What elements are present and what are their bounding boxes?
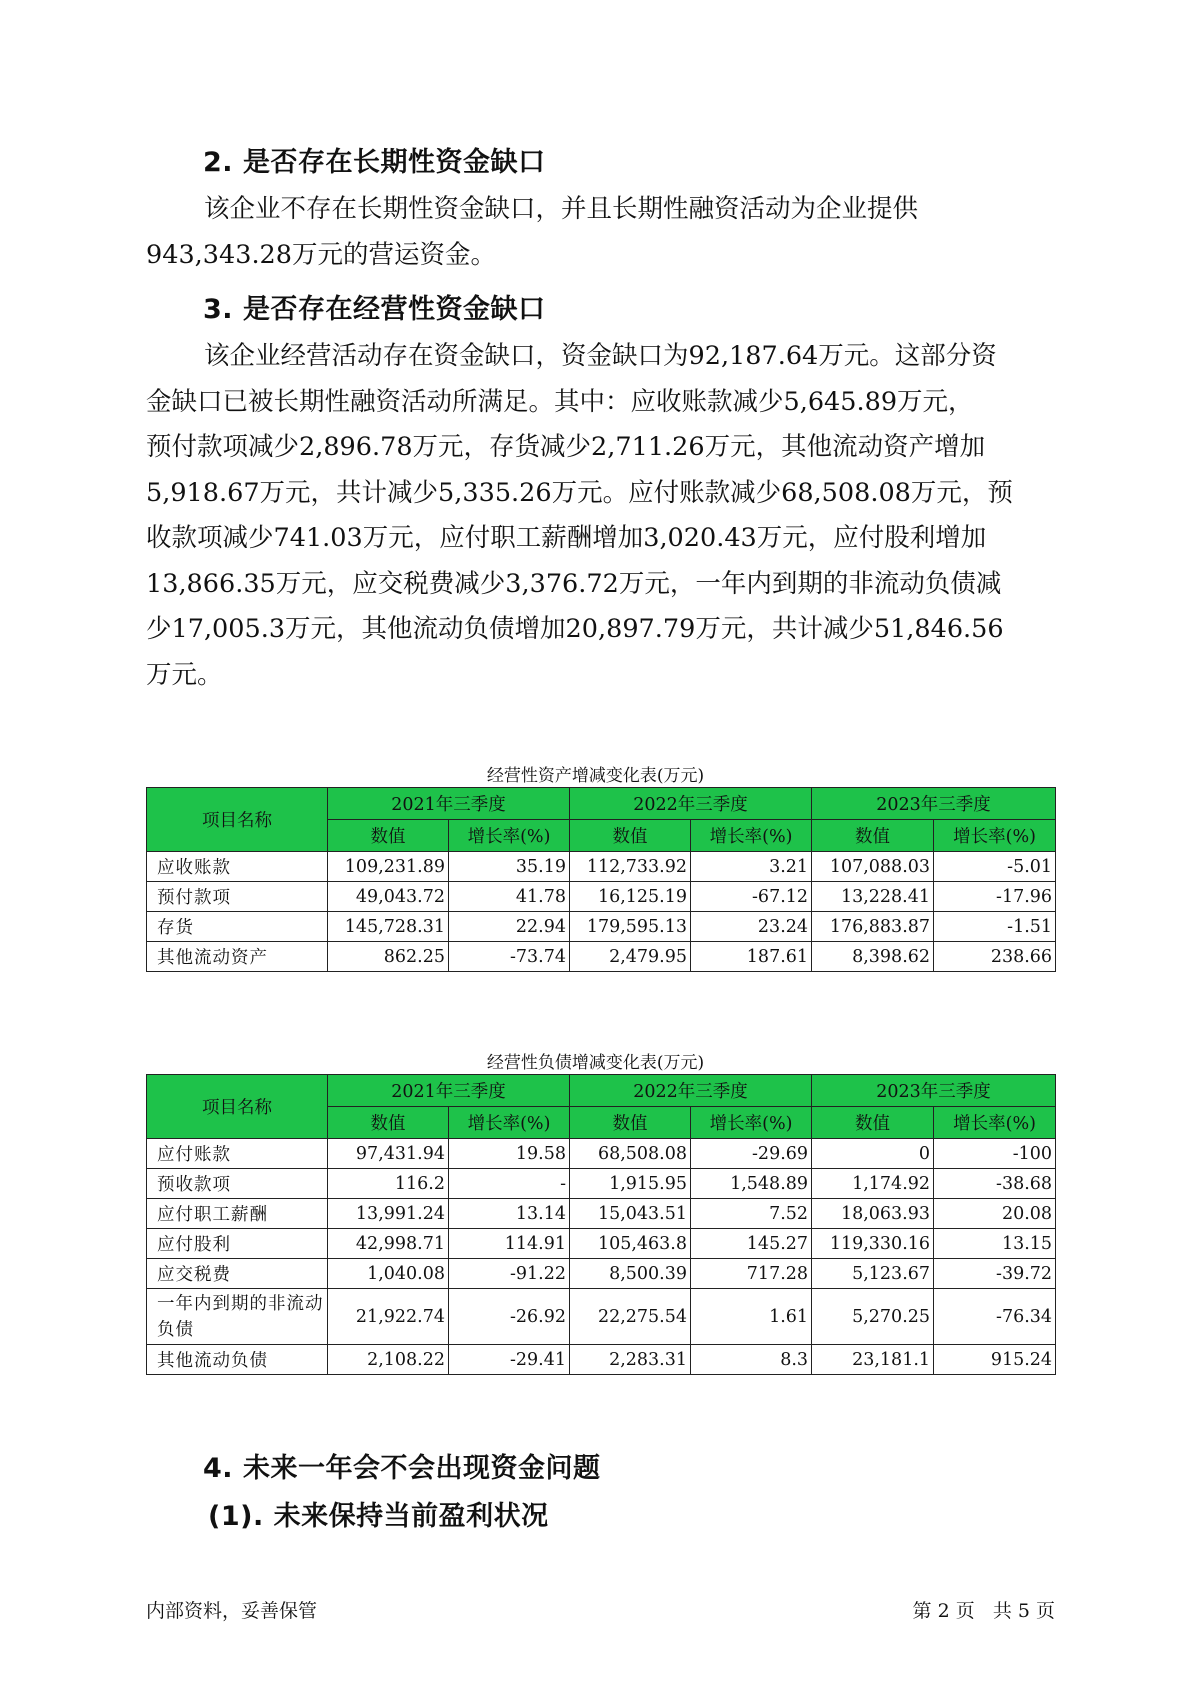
rate-cell: 8.3: [691, 1345, 812, 1375]
value-subheader: 数值: [812, 820, 934, 852]
rate-subheader: 增长率(%): [934, 820, 1056, 852]
value-cell: 23,181.1: [812, 1345, 934, 1375]
value-subheader: 数值: [328, 820, 449, 852]
rate-cell: -73.74: [449, 942, 570, 972]
value-cell: 15,043.51: [570, 1199, 691, 1229]
rate-cell: -67.12: [691, 882, 812, 912]
rate-cell: 717.28: [691, 1259, 812, 1289]
value-cell: 2,283.31: [570, 1345, 691, 1375]
value-cell: 68,508.08: [570, 1139, 691, 1169]
period-header: 2022年三季度: [570, 1075, 812, 1107]
paragraph-line: 少17,005.3万元，其他流动负债增加20,897.79万元，共计减少51,846.56: [146, 614, 1004, 644]
name-column-header: 项目名称: [147, 1075, 328, 1139]
table-1-caption: 经营性资产增减变化表(万元): [486, 766, 705, 786]
rate-cell: -17.96: [934, 882, 1056, 912]
rate-cell: -: [449, 1169, 570, 1199]
value-cell: 862.25: [328, 942, 449, 972]
rate-cell: 1,548.89: [691, 1169, 812, 1199]
paragraph-line: 5,918.67万元，共计减少5,335.26万元。应付账款减少68,508.08万元，预: [146, 477, 1013, 508]
rate-cell: 915.24: [934, 1345, 1056, 1375]
value-cell: 2,479.95: [570, 942, 691, 972]
rate-cell: -29.69: [691, 1139, 812, 1169]
value-cell: 22,275.54: [570, 1289, 691, 1345]
rate-cell: -39.72: [934, 1259, 1056, 1289]
value-cell: 18,063.93: [812, 1199, 934, 1229]
value-cell: 119,330.16: [812, 1229, 934, 1259]
value-cell: 107,088.03: [812, 852, 934, 882]
table-row: [147, 1259, 1056, 1289]
rate-cell: -26.92: [449, 1289, 570, 1345]
paragraph-line: 13,866.35万元，应交税费减少3,376.72万元，一年内到期的非流动负债减: [146, 568, 1002, 599]
row-name-cell: 应付职工薪酬: [147, 1199, 328, 1229]
row-name-cell: 应交税费: [147, 1259, 328, 1289]
value-subheader: 数值: [328, 1107, 449, 1139]
row-name-cell: 应付股利: [147, 1229, 328, 1259]
row-name-cell: 存货: [147, 912, 328, 942]
rate-cell: 23.24: [691, 912, 812, 942]
paragraph-line: 万元。: [146, 659, 223, 690]
value-cell: 13,228.41: [812, 882, 934, 912]
value-cell: 5,123.67: [812, 1259, 934, 1289]
value-cell: 5,270.25: [812, 1289, 934, 1345]
paragraph-line: 金缺口已被长期性融资活动所满足。其中：应收账款减少5,645.89万元，: [146, 386, 974, 417]
value-cell: 1,174.92: [812, 1169, 934, 1199]
paragraph-line: 预付款项减少2,896.78万元，存货减少2,711.26万元，其他流动资产增加: [146, 432, 986, 462]
rate-cell: 13.14: [449, 1199, 570, 1229]
value-cell: 145,728.31: [328, 912, 449, 942]
rate-cell: 20.08: [934, 1199, 1056, 1229]
row-name-cell: 其他流动负债: [147, 1345, 328, 1375]
value-cell: 21,922.74: [328, 1289, 449, 1345]
paragraph-line: 该企业不存在长期性资金缺口，并且长期性融资活动为企业提供: [204, 194, 919, 224]
value-cell: 8,398.62: [812, 942, 934, 972]
footer-page-number: 第 2 页 共 5 页: [912, 1600, 1055, 1622]
rate-subheader: 增长率(%): [449, 1107, 570, 1139]
rate-cell: 145.27: [691, 1229, 812, 1259]
row-name-cell: 预收款项: [147, 1169, 328, 1199]
rate-cell: 35.19: [449, 852, 570, 882]
rate-cell: 187.61: [691, 942, 812, 972]
table-row: [147, 1169, 1056, 1199]
table-row: [147, 1289, 1056, 1345]
rate-cell: 238.66: [934, 942, 1056, 972]
section-4-subheading: (1). 未来保持当前盈利状况: [208, 1501, 549, 1532]
table-row: [147, 942, 1056, 972]
value-cell: 176,883.87: [812, 912, 934, 942]
row-name-cell: 一年内到期的非流动负债: [147, 1289, 328, 1345]
table-row: [147, 1229, 1056, 1259]
value-cell: 105,463.8: [570, 1229, 691, 1259]
table-row: [147, 882, 1056, 912]
rate-cell: 3.21: [691, 852, 812, 882]
name-column-header: 项目名称: [147, 788, 328, 852]
rate-cell: 114.91: [449, 1229, 570, 1259]
paragraph-line: 该企业经营活动存在资金缺口，资金缺口为92,187.64万元。这部分资: [204, 341, 997, 371]
value-subheader: 数值: [570, 1107, 691, 1139]
rate-cell: 41.78: [449, 882, 570, 912]
rate-cell: -76.34: [934, 1289, 1056, 1345]
rate-subheader: 增长率(%): [449, 820, 570, 852]
table-2-caption: 经营性负债增减变化表(万元): [486, 1053, 705, 1073]
rate-cell: -5.01: [934, 852, 1056, 882]
period-header: 2023年三季度: [812, 1075, 1056, 1107]
value-cell: 13,991.24: [328, 1199, 449, 1229]
footer-confidential-note: 内部资料，妥善保管: [146, 1600, 318, 1622]
row-name-cell: 应收账款: [147, 852, 328, 882]
table-row: [147, 1139, 1056, 1169]
period-header: 2021年三季度: [328, 788, 570, 820]
rate-subheader: 增长率(%): [691, 1107, 812, 1139]
operating-assets-table: [146, 787, 1056, 972]
table-row: [147, 912, 1056, 942]
section-3-heading: 3. 是否存在经营性资金缺口: [203, 294, 546, 325]
value-cell: 1,915.95: [570, 1169, 691, 1199]
rate-cell: -38.68: [934, 1169, 1056, 1199]
row-name-cell: 预付款项: [147, 882, 328, 912]
value-cell: 1,040.08: [328, 1259, 449, 1289]
rate-cell: 7.52: [691, 1199, 812, 1229]
rate-cell: 13.15: [934, 1229, 1056, 1259]
rate-subheader: 增长率(%): [691, 820, 812, 852]
paragraph-line: 943,343.28万元的营运资金。: [146, 239, 497, 270]
row-name-cell: 其他流动资产: [147, 942, 328, 972]
value-cell: 179,595.13: [570, 912, 691, 942]
value-cell: 116.2: [328, 1169, 449, 1199]
rate-cell: 22.94: [449, 912, 570, 942]
rate-cell: -91.22: [449, 1259, 570, 1289]
table-row: [147, 1345, 1056, 1375]
section-4-heading: 4. 未来一年会不会出现资金问题: [203, 1453, 601, 1484]
value-subheader: 数值: [570, 820, 691, 852]
value-cell: 49,043.72: [328, 882, 449, 912]
value-cell: 0: [812, 1139, 934, 1169]
period-header: 2023年三季度: [812, 788, 1056, 820]
value-cell: 109,231.89: [328, 852, 449, 882]
value-cell: 97,431.94: [328, 1139, 449, 1169]
period-header: 2022年三季度: [570, 788, 812, 820]
rate-cell: -1.51: [934, 912, 1056, 942]
rate-cell: -29.41: [449, 1345, 570, 1375]
rate-subheader: 增长率(%): [934, 1107, 1056, 1139]
rate-cell: 1.61: [691, 1289, 812, 1345]
section-3-paragraph: [146, 334, 1056, 698]
paragraph-line: 收款项减少741.03万元，应付职工薪酬增加3,020.43万元，应付股利增加: [146, 523, 987, 553]
value-cell: 8,500.39: [570, 1259, 691, 1289]
value-cell: 2,108.22: [328, 1345, 449, 1375]
section-2-paragraph: [146, 187, 1056, 278]
table-row: [147, 852, 1056, 882]
value-subheader: 数值: [812, 1107, 934, 1139]
value-cell: 112,733.92: [570, 852, 691, 882]
value-cell: 16,125.19: [570, 882, 691, 912]
operating-liabilities-table: [146, 1074, 1056, 1375]
section-2-heading: 2. 是否存在长期性资金缺口: [203, 147, 546, 178]
period-header: 2021年三季度: [328, 1075, 570, 1107]
value-cell: 42,998.71: [328, 1229, 449, 1259]
row-name-cell: 应付账款: [147, 1139, 328, 1169]
table-row: [147, 1199, 1056, 1229]
rate-cell: -100: [934, 1139, 1056, 1169]
rate-cell: 19.58: [449, 1139, 570, 1169]
